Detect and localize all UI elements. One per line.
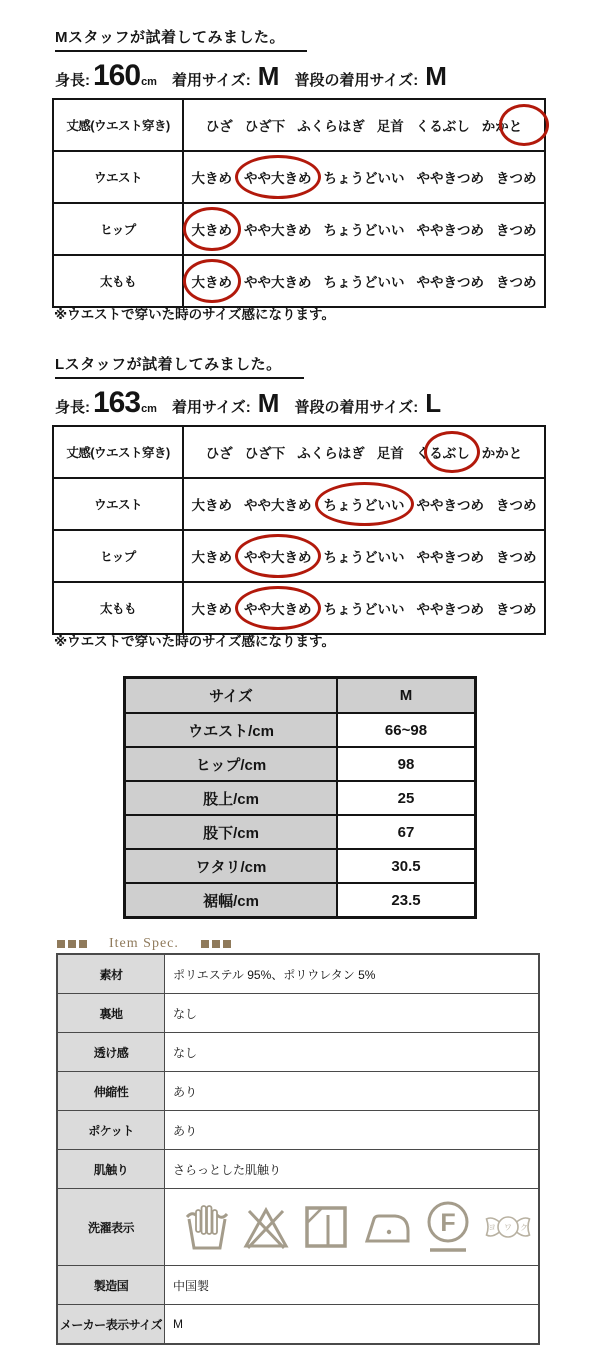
spec-row-label: 洗濯表示 — [57, 1189, 165, 1266]
spec-row-label: 肌触り — [57, 1150, 165, 1189]
spec-row-label: 伸縮性 — [57, 1072, 165, 1111]
laundry-symbols — [173, 1199, 538, 1255]
fit-option: ひざ — [205, 119, 233, 134]
size-row-label: 股上/cm — [125, 781, 338, 815]
fit-option: ちょうどいい — [323, 171, 405, 186]
size-row-label: 裾幅/cm — [125, 883, 338, 918]
size-row-value: 98 — [337, 747, 476, 781]
fit-row-label: 太もも — [53, 582, 183, 634]
spec-value-cell — [165, 1111, 540, 1150]
svg-text:ヨ: ヨ — [488, 1223, 496, 1232]
spec-value-cell — [165, 1072, 540, 1111]
size-table-row — [125, 849, 476, 883]
spec-value-cell — [165, 1305, 540, 1345]
squares-icon — [57, 940, 87, 948]
size-table-row — [125, 747, 476, 781]
fit-table-row — [53, 99, 545, 151]
spec-table-row — [57, 954, 539, 994]
fit-option: ちょうどいい — [323, 223, 405, 238]
spec-table-row — [57, 994, 539, 1033]
spec-row-label: 裏地 — [57, 994, 165, 1033]
size-row-value: 23.5 — [337, 883, 476, 918]
staff-stats-line — [55, 59, 447, 93]
spec-row-label: 透け感 — [57, 1033, 165, 1072]
spec-row-value: あり — [173, 1084, 198, 1099]
fit-option: ひざ下 — [244, 119, 286, 134]
fit-option: ややきつめ — [416, 498, 484, 513]
spec-row-value: ポリエステル 95%、ポリウレタン 5% — [173, 967, 376, 982]
spec-value-cell — [165, 1033, 540, 1072]
fit-option: 大きめ — [191, 550, 232, 565]
fit-options-cell — [183, 582, 545, 634]
fit-options-cell — [183, 426, 545, 478]
spec-row-label: 素材 — [57, 954, 165, 994]
size-header-value: M — [337, 678, 476, 714]
fit-option: やや大きめ — [244, 498, 312, 513]
fit-row-label: ヒップ — [53, 530, 183, 582]
wearing-size-label: 着用サイズ: — [171, 72, 251, 89]
fit-table-row — [53, 203, 545, 255]
size-header-label: サイズ — [125, 678, 338, 714]
fit-option: きつめ — [496, 550, 537, 565]
fit-row-label: 丈感(ウエスト穿き) — [53, 426, 183, 478]
item-spec-table — [56, 953, 540, 1345]
fit-row-label: 丈感(ウエスト穿き) — [53, 99, 183, 151]
spec-row-value: さらっとした肌触り — [173, 1162, 282, 1177]
fit-table-row — [53, 530, 545, 582]
size-row-value: 25 — [337, 781, 476, 815]
spec-value-cell — [165, 1266, 540, 1305]
dry-clean-f-icon — [425, 1199, 471, 1255]
fit-option-circled: やや大きめ — [244, 598, 312, 618]
fit-option: 足首 — [376, 446, 404, 461]
size-row-label: ウエスト/cm — [125, 713, 338, 747]
size-table-row — [125, 815, 476, 849]
fit-option: くるぶし — [415, 119, 470, 134]
fit-option-circled: かかと — [482, 115, 523, 135]
fit-option: きつめ — [496, 498, 537, 513]
fit-option: 足首 — [376, 119, 404, 134]
fit-option-circled: やや大きめ — [244, 546, 312, 566]
spec-value-cell — [165, 954, 540, 994]
spec-table-row — [57, 1111, 539, 1150]
fit-option: ややきつめ — [416, 602, 484, 617]
size-row-label: 股下/cm — [125, 815, 338, 849]
fit-option: きつめ — [496, 275, 537, 290]
wearing-size-value: M — [257, 388, 280, 418]
spec-table-row — [57, 1266, 539, 1305]
usual-size-label: 普段の着用サイズ: — [294, 399, 419, 416]
size-row-value: 67 — [337, 815, 476, 849]
svg-text:ク: ク — [520, 1223, 528, 1232]
spec-row-label: 製造国 — [57, 1266, 165, 1305]
fit-option: 大きめ — [191, 498, 232, 513]
fit-option: 大きめ — [191, 171, 232, 186]
fit-table-row — [53, 151, 545, 203]
wring-weak-icon — [484, 1213, 532, 1241]
spec-row-label: ポケット — [57, 1111, 165, 1150]
spec-row-label: メーカー表示サイズ — [57, 1305, 165, 1345]
spec-table-row — [57, 1150, 539, 1189]
fit-option: ひざ — [205, 446, 233, 461]
spec-row-value: M — [173, 1317, 183, 1331]
fit-row-label: ウエスト — [53, 478, 183, 530]
staff-fit-section — [52, 353, 546, 649]
size-table-row — [125, 713, 476, 747]
fit-table-row — [53, 478, 545, 530]
spec-table-row — [57, 1305, 539, 1345]
spec-value-cell — [165, 994, 540, 1033]
fit-option: 大きめ — [191, 602, 232, 617]
height-label: 身長: — [55, 72, 90, 89]
fit-options-cell — [183, 203, 545, 255]
size-row-value: 66~98 — [337, 713, 476, 747]
fit-row-label: 太もも — [53, 255, 183, 307]
fit-option: ややきつめ — [416, 275, 484, 290]
wearing-size-label: 着用サイズ: — [171, 399, 251, 416]
fit-options-cell — [183, 478, 545, 530]
fit-section-title: Mスタッフが試着してみました。 — [55, 26, 307, 52]
item-spec-title: Item Spec. — [109, 936, 179, 951]
line-dry-shade-icon — [303, 1204, 349, 1250]
svg-text:ワ: ワ — [504, 1223, 512, 1232]
fit-options-cell — [183, 530, 545, 582]
fit-note: ※ウエストで穿いた時のサイズ感になります。 — [54, 634, 335, 649]
height-value: 163 — [93, 386, 141, 419]
do-not-bleach-icon — [242, 1204, 290, 1250]
fit-option: ややきつめ — [416, 550, 484, 565]
spec-row-value: あり — [173, 1123, 198, 1138]
fit-option-circled: 大きめ — [192, 219, 233, 239]
fit-option: ちょうどいい — [323, 550, 405, 565]
fit-option: ややきつめ — [416, 223, 484, 238]
spec-value-cell — [165, 1150, 540, 1189]
size-table-row — [125, 883, 476, 918]
fit-options-cell — [183, 255, 545, 307]
size-spec-table — [123, 676, 477, 919]
spec-row-value: なし — [173, 1006, 198, 1021]
fit-row-label: ヒップ — [53, 203, 183, 255]
fit-row-label: ウエスト — [53, 151, 183, 203]
fit-option: やや大きめ — [244, 275, 312, 290]
fit-option: きつめ — [496, 171, 537, 186]
fit-feedback-table — [52, 425, 546, 635]
fit-option: ふくらはぎ — [297, 446, 365, 461]
fit-option: やや大きめ — [244, 223, 312, 238]
height-unit: cm — [141, 76, 157, 88]
fit-option-circled: 大きめ — [192, 271, 233, 291]
usual-size-value: L — [425, 388, 442, 418]
height-unit: cm — [141, 403, 157, 415]
fit-table-row — [53, 582, 545, 634]
fit-table-row — [53, 255, 545, 307]
size-table-row — [125, 781, 476, 815]
fit-option: ふくらはぎ — [297, 119, 365, 134]
fit-note: ※ウエストで穿いた時のサイズ感になります。 — [54, 307, 335, 322]
fit-option: かかと — [481, 446, 523, 461]
spec-table-row — [57, 1189, 539, 1266]
fit-option: きつめ — [496, 602, 537, 617]
staff-fit-section — [52, 26, 546, 322]
size-row-label: ヒップ/cm — [125, 747, 338, 781]
fit-option: ややきつめ — [416, 171, 484, 186]
item-spec-heading — [57, 936, 231, 952]
fit-option: きつめ — [496, 223, 537, 238]
fit-options-cell — [183, 151, 545, 203]
fit-options-cell — [183, 99, 545, 151]
hand-wash-icon — [185, 1202, 229, 1252]
fit-table-row — [53, 426, 545, 478]
height-value: 160 — [93, 59, 141, 92]
spec-row-value: 中国製 — [173, 1278, 210, 1293]
fit-section-title: Lスタッフが試着してみました。 — [55, 353, 304, 379]
spec-table-row — [57, 1033, 539, 1072]
height-label: 身長: — [55, 399, 90, 416]
size-row-value: 30.5 — [337, 849, 476, 883]
spec-row-value: なし — [173, 1045, 198, 1060]
fit-option: ちょうどいい — [323, 602, 405, 617]
fit-option-circled: くるぶし — [416, 442, 470, 462]
squares-icon — [201, 940, 231, 948]
fit-option-circled: やや大きめ — [244, 167, 312, 187]
usual-size-value: M — [425, 61, 447, 91]
spec-value-cell — [165, 1189, 540, 1266]
fit-option: ちょうどいい — [323, 275, 405, 290]
fit-option-circled: ちょうどいい — [324, 494, 405, 514]
spec-table-row — [57, 1072, 539, 1111]
size-table-header-row — [125, 678, 476, 714]
fit-feedback-table — [52, 98, 546, 308]
iron-low-icon — [362, 1207, 412, 1247]
usual-size-label: 普段の着用サイズ: — [294, 72, 419, 89]
svg-text:F: F — [440, 1209, 456, 1237]
staff-stats-line — [55, 386, 441, 420]
size-row-label: ワタリ/cm — [125, 849, 338, 883]
fit-option: ひざ下 — [244, 446, 286, 461]
wearing-size-value: M — [257, 61, 280, 91]
